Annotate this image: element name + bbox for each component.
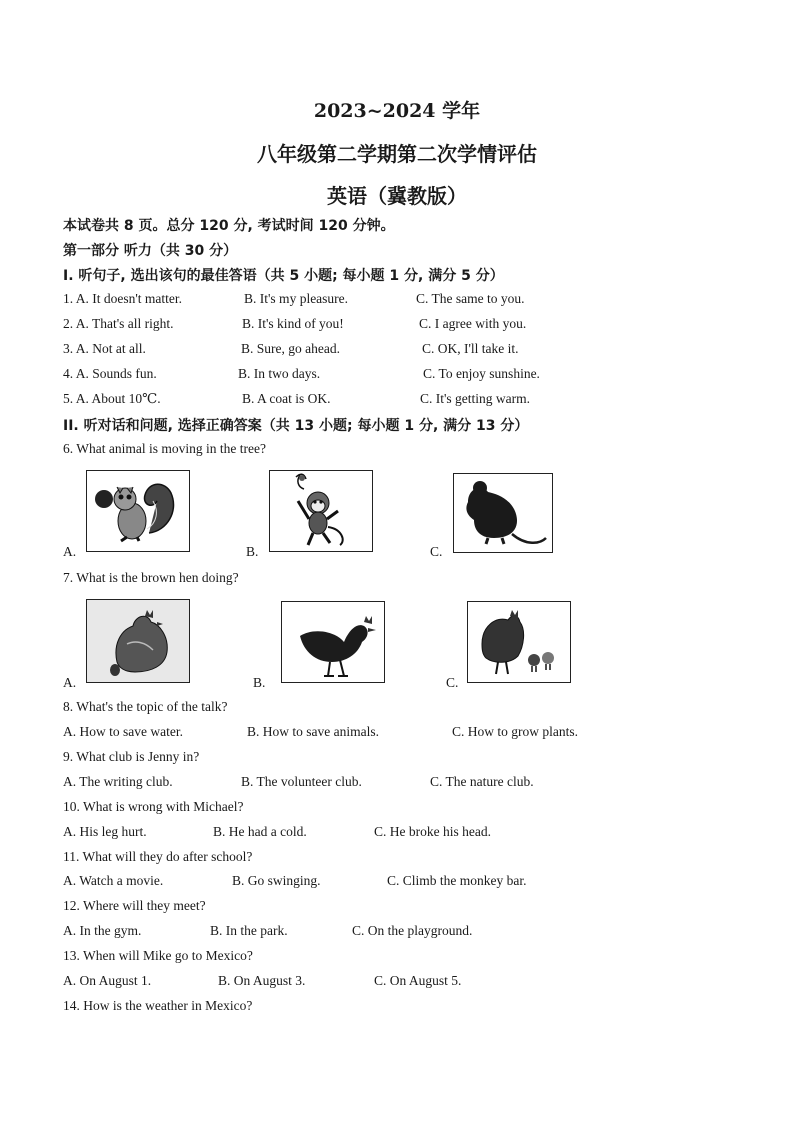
q7-label-b: B.	[253, 675, 266, 690]
q7-option-b-walking-hen-image[interactable]	[281, 601, 385, 683]
section1-heading: I. 听句子, 选出该句的最佳答语（共 5 小题; 每小题 1 分, 满分 5 分）	[63, 268, 504, 284]
hen-icon	[282, 602, 384, 682]
exam-intro: 本试卷共 8 页。总分 120 分, 考试时间 120 分钟。	[63, 218, 395, 234]
q13-option-a[interactable]: A. On August 1.	[63, 973, 152, 988]
q2-option-b[interactable]: B. It's kind of you!	[242, 316, 344, 331]
q5-option-a[interactable]: 5. A. About 10℃.	[63, 391, 161, 406]
exam-subject: 英语（冀教版）	[327, 184, 467, 208]
q6-option-b-monkey-image[interactable]	[269, 470, 373, 552]
q11-option-c[interactable]: C. Climb the monkey bar.	[387, 873, 527, 888]
q13-option-b[interactable]: B. On August 3.	[218, 973, 306, 988]
q6-label-b: B.	[246, 544, 259, 559]
q2-option-a[interactable]: 2. A. That's all right.	[63, 316, 174, 331]
q6-label-a: A.	[63, 544, 77, 559]
q10-option-c[interactable]: C. He broke his head.	[374, 824, 491, 839]
q13-option-c[interactable]: C. On August 5.	[374, 973, 462, 988]
q3-option-a[interactable]: 3. A. Not at all.	[63, 341, 146, 356]
q12-option-a[interactable]: A. In the gym.	[63, 923, 142, 938]
q9-question: 9. What club is Jenny in?	[63, 749, 200, 764]
exam-title: 八年级第二学期第二次学情评估	[257, 142, 537, 166]
q4-option-a[interactable]: 4. A. Sounds fun.	[63, 366, 157, 381]
q7-option-c-hen-with-chicks-image[interactable]	[467, 601, 571, 683]
q1-option-b[interactable]: B. It's my pleasure.	[244, 291, 349, 306]
monkey-icon	[270, 471, 372, 551]
q10-option-b[interactable]: B. He had a cold.	[213, 824, 307, 839]
q7-option-a-hen-with-egg-image[interactable]	[86, 599, 190, 683]
q6-label-c: C.	[430, 544, 443, 559]
q5-option-c[interactable]: C. It's getting warm.	[420, 391, 531, 406]
q12-option-c[interactable]: C. On the playground.	[352, 923, 473, 938]
q5-option-b[interactable]: B. A coat is OK.	[242, 391, 331, 406]
q7-label-c: C.	[446, 675, 459, 690]
hen-icon	[468, 602, 570, 682]
q4-option-b[interactable]: B. In two days.	[238, 366, 321, 381]
q3-option-c[interactable]: C. OK, I'll take it.	[422, 341, 519, 356]
q9-option-c[interactable]: C. The nature club.	[430, 774, 534, 789]
exam-year: 2023~2024 学年	[313, 100, 481, 122]
q6-option-a-squirrel-image[interactable]	[86, 470, 190, 552]
q1-option-c[interactable]: C. The same to you.	[416, 291, 525, 306]
q6-question: 6. What animal is moving in the tree?	[63, 441, 266, 456]
q4-option-c[interactable]: C. To enjoy sunshine.	[423, 366, 540, 381]
q1-option-a[interactable]: 1. A. It doesn't matter.	[63, 291, 183, 306]
section2-heading: II. 听对话和问题, 选择正确答案（共 13 小题; 每小题 1 分, 满分 13 分）	[63, 418, 529, 434]
q6-option-c-mouse-image[interactable]	[453, 473, 553, 553]
q9-option-a[interactable]: A. The writing club.	[63, 774, 173, 789]
part1-heading: 第一部分 听力（共 30 分）	[63, 243, 238, 259]
q11-option-a[interactable]: A. Watch a movie.	[63, 873, 164, 888]
q11-option-b[interactable]: B. Go swinging.	[232, 873, 321, 888]
q12-question: 12. Where will they meet?	[63, 898, 206, 913]
mouse-icon	[454, 474, 552, 552]
squirrel-icon	[87, 471, 189, 551]
q9-option-b[interactable]: B. The volunteer club.	[241, 774, 362, 789]
q12-option-b[interactable]: B. In the park.	[210, 923, 288, 938]
q8-question: 8. What's the topic of the talk?	[63, 699, 228, 714]
hen-icon	[87, 600, 189, 682]
q8-option-a[interactable]: A. How to save water.	[63, 724, 183, 739]
q13-question: 13. When will Mike go to Mexico?	[63, 948, 253, 963]
q7-label-a: A.	[63, 675, 77, 690]
q3-option-b[interactable]: B. Sure, go ahead.	[241, 341, 340, 356]
q8-option-c[interactable]: C. How to grow plants.	[452, 724, 578, 739]
q7-question: 7. What is the brown hen doing?	[63, 570, 239, 585]
q10-option-a[interactable]: A. His leg hurt.	[63, 824, 147, 839]
q8-option-b[interactable]: B. How to save animals.	[247, 724, 379, 739]
q14-question: 14. How is the weather in Mexico?	[63, 998, 253, 1013]
q10-question: 10. What is wrong with Michael?	[63, 799, 244, 814]
q2-option-c[interactable]: C. I agree with you.	[419, 316, 527, 331]
q11-question: 11. What will they do after school?	[63, 849, 253, 864]
